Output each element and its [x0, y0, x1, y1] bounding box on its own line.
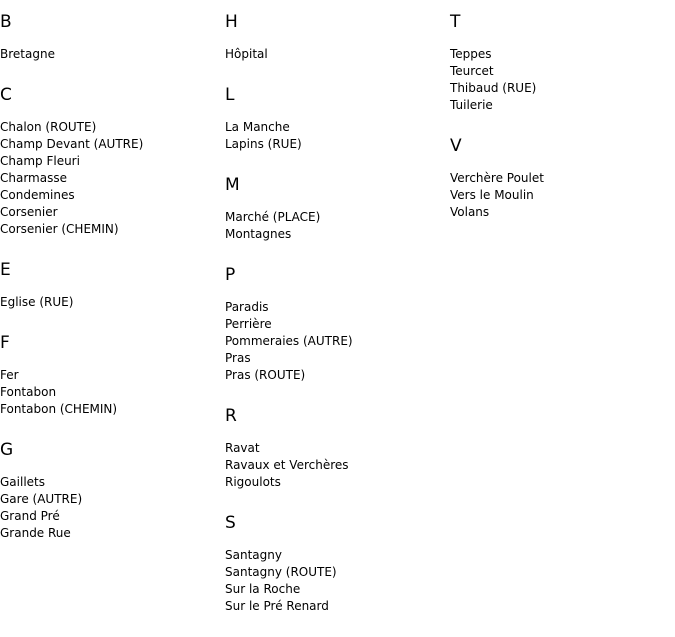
- letter-group-t: [450, 12, 670, 114]
- street-item[interactable]: Bretagne: [0, 47, 55, 61]
- street-item[interactable]: Sur le Pré Renard: [225, 599, 329, 613]
- letter-heading-g: G: [0, 440, 14, 460]
- letter-heading-l: L: [225, 85, 235, 105]
- street-item[interactable]: Champ Devant (AUTRE): [0, 137, 144, 151]
- street-item[interactable]: Sur la Roche: [225, 582, 301, 596]
- street-item[interactable]: Pras: [225, 351, 251, 365]
- street-item[interactable]: Ravat: [225, 441, 260, 455]
- letter-heading-m: M: [225, 175, 240, 195]
- street-item[interactable]: Fontabon (CHEMIN): [0, 402, 118, 416]
- street-item[interactable]: Fer: [0, 368, 19, 382]
- street-item[interactable]: Gare (AUTRE): [0, 492, 83, 506]
- street-item[interactable]: Gaillets: [0, 475, 45, 489]
- street-item[interactable]: Pommeraies (AUTRE): [225, 334, 353, 348]
- street-item[interactable]: Montagnes: [225, 227, 292, 241]
- street-item[interactable]: Corsenier (CHEMIN): [0, 222, 119, 236]
- street-item[interactable]: Verchère Poulet: [450, 171, 544, 185]
- street-item[interactable]: Rigoulots: [225, 475, 281, 489]
- letter-heading-e: E: [0, 260, 11, 280]
- letter-group-b: [0, 12, 220, 63]
- letter-heading-h: H: [225, 12, 238, 32]
- letter-heading-r: R: [225, 406, 237, 426]
- letter-group-c: [0, 85, 220, 238]
- letter-group-m: [225, 175, 445, 243]
- letter-heading-s: S: [225, 513, 236, 533]
- letter-heading-c: C: [0, 85, 12, 105]
- street-item[interactable]: Santagny: [225, 548, 282, 562]
- letter-group-f: [0, 333, 220, 418]
- street-item[interactable]: Fontabon: [0, 385, 57, 399]
- street-item[interactable]: La Manche: [225, 120, 290, 134]
- street-item[interactable]: Grand Pré: [0, 509, 60, 523]
- letter-heading-f: F: [0, 333, 10, 353]
- letter-group-g: [0, 440, 220, 542]
- street-item[interactable]: Teurcet: [450, 64, 494, 78]
- street-item[interactable]: Hôpital: [225, 47, 268, 61]
- letter-group-l: [225, 85, 445, 153]
- letter-group-v: [450, 136, 670, 221]
- street-item[interactable]: Tuilerie: [450, 98, 493, 112]
- street-item[interactable]: Volans: [450, 205, 490, 219]
- street-item[interactable]: Perrière: [225, 317, 272, 331]
- street-item[interactable]: Thibaud (RUE): [450, 81, 537, 95]
- street-item[interactable]: Vers le Moulin: [450, 188, 534, 202]
- letter-heading-t: T: [450, 12, 461, 32]
- letter-group-s: [225, 513, 445, 615]
- street-item[interactable]: Pras (ROUTE): [225, 368, 306, 382]
- street-item[interactable]: Champ Fleuri: [0, 154, 80, 168]
- street-item[interactable]: Condemines: [0, 188, 75, 202]
- index-column-2: [225, 12, 445, 637]
- letter-heading-b: B: [0, 12, 12, 32]
- street-item[interactable]: Charmasse: [0, 171, 67, 185]
- street-item[interactable]: Marché (PLACE): [225, 210, 321, 224]
- letter-heading-v: V: [450, 136, 462, 156]
- index-column-3: [450, 12, 670, 243]
- letter-group-r: [225, 406, 445, 491]
- street-item[interactable]: Paradis: [225, 300, 269, 314]
- street-item[interactable]: Santagny (ROUTE): [225, 565, 337, 579]
- street-item[interactable]: Corsenier: [0, 205, 58, 219]
- street-item[interactable]: Lapins (RUE): [225, 137, 302, 151]
- letter-group-h: [225, 12, 445, 63]
- street-item[interactable]: Eglise (RUE): [0, 295, 74, 309]
- street-item[interactable]: Ravaux et Verchères: [225, 458, 349, 472]
- index-column-1: [0, 12, 220, 564]
- street-item[interactable]: Teppes: [450, 47, 492, 61]
- letter-group-e: [0, 260, 220, 311]
- letter-heading-p: P: [225, 265, 236, 285]
- letter-group-p: [225, 265, 445, 384]
- street-item[interactable]: Chalon (ROUTE): [0, 120, 97, 134]
- street-item[interactable]: Grande Rue: [0, 526, 71, 540]
